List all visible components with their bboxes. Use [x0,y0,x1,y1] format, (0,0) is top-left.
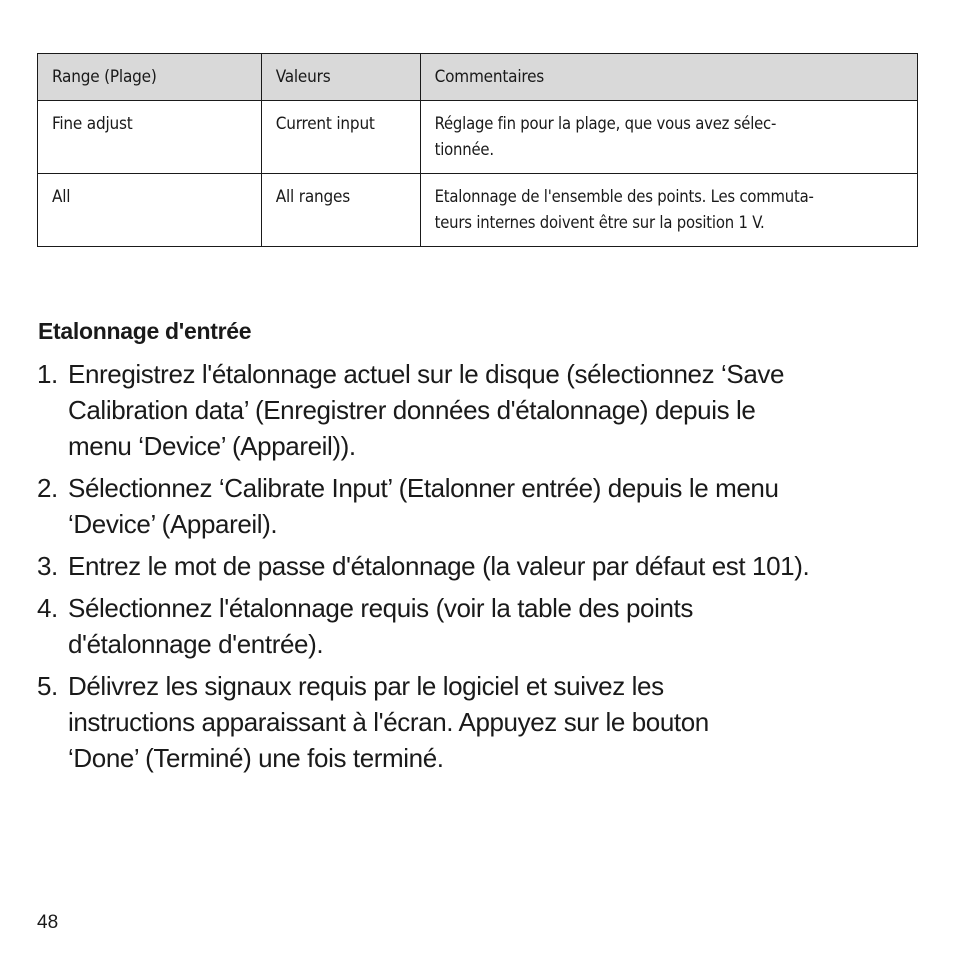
comment-line: Réglage fin pour la plage, que vous avez sélec- [434,114,777,133]
step-number: 5. [37,671,58,701]
page-number: 48 [37,912,59,933]
table-header-row [38,54,918,101]
cell-comment [420,101,917,174]
step-line: Entrez le mot de passe d'étalonnage (la valeur par défaut est 101). [68,551,810,581]
header-range: Range (Plage) [38,54,262,101]
step-line: ‘Device’ (Appareil). [68,509,278,539]
header-comments: Commentaires [420,54,917,101]
step-line: d'étalonnage d'entrée). [68,629,324,659]
cell-value: All ranges [261,174,420,247]
step-line: Enregistrez l'étalonnage actuel sur le disque (sélectionnez ‘Save [68,359,785,389]
step-line: Sélectionnez l'étalonnage requis (voir la table des points [68,593,693,623]
cell-comment [420,174,917,247]
list-item [37,590,927,662]
comment-line: tionnée. [434,140,494,159]
calibration-ranges-table [37,53,918,247]
step-line: Sélectionnez ‘Calibrate Input’ (Etalonner entrée) depuis le menu [68,473,779,503]
step-line: ‘Done’ (Terminé) une fois terminé. [68,743,444,773]
cell-range: Fine adjust [38,101,262,174]
step-line: instructions apparaissant à l'écran. Appuyez sur le bouton [68,707,709,737]
cell-value: Current input [261,101,420,174]
comment-line: Etalonnage de l'ensemble des points. Les commuta- [434,187,814,206]
step-line: menu ‘Device’ (Appareil)). [68,431,356,461]
step-line: Délivrez les signaux requis par le logiciel et suivez les [68,671,664,701]
list-item [37,548,927,584]
step-number: 3. [37,551,58,581]
list-item [37,356,927,464]
list-item [37,668,927,776]
header-values: Valeurs [261,54,420,101]
step-number: 2. [37,473,58,503]
steps-list [37,356,927,782]
list-item [37,470,927,542]
step-number: 4. [37,593,58,623]
table-row [38,174,918,247]
comment-line: teurs internes doivent être sur la position 1 V. [434,213,765,232]
step-line: Calibration data’ (Enregistrer données d'étalonnage) depuis le [68,395,756,425]
step-number: 1. [37,359,58,389]
section-title: Etalonnage d'entrée [38,318,252,344]
cell-range: All [38,174,262,247]
table-row [38,101,918,174]
